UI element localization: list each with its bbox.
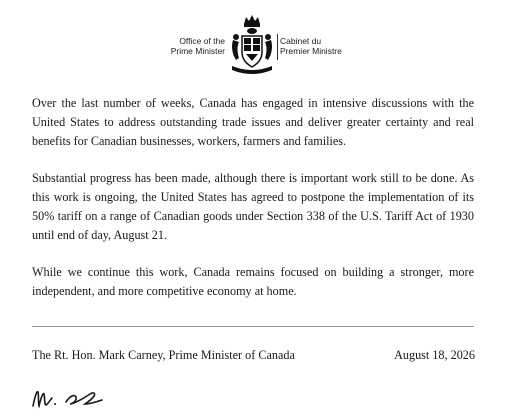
letterhead [0, 14, 505, 78]
office-name-english: Office of the Prime Minister [170, 36, 225, 56]
letterhead-divider [277, 34, 278, 60]
statement-body [32, 94, 474, 319]
paragraph-1: Over the last number of weeks, Canada has engaged in intensive discussions with the United States to address outstanding trade issues and deliver greater certainty and real benefits for Canadian businesses, workers, farmers and families. [32, 96, 474, 148]
statement-date: August 18, 2026 [394, 348, 475, 362]
paragraph-2: Substantial progress has been made, although there is important work still to be done. As this work is ongoing, the United States has agreed to postpone the implementation of its 50% tariff on a range of Canadian goods under Section 338 of the U.S. Tariff Act of 1930 until end of day, August 21. [32, 171, 474, 242]
office-name-french: Cabinet du Premier Ministre [280, 36, 342, 56]
coat-of-arms-icon [229, 14, 275, 78]
paragraph-3: While we continue this work, Canada remains focused on building a stronger, more independent, and more competitive economy at home. [32, 265, 474, 298]
horizontal-rule [32, 326, 474, 327]
handwritten-signature-icon [30, 382, 110, 416]
signatory-name: The Rt. Hon. Mark Carney, Prime Minister of Canada [32, 348, 295, 362]
